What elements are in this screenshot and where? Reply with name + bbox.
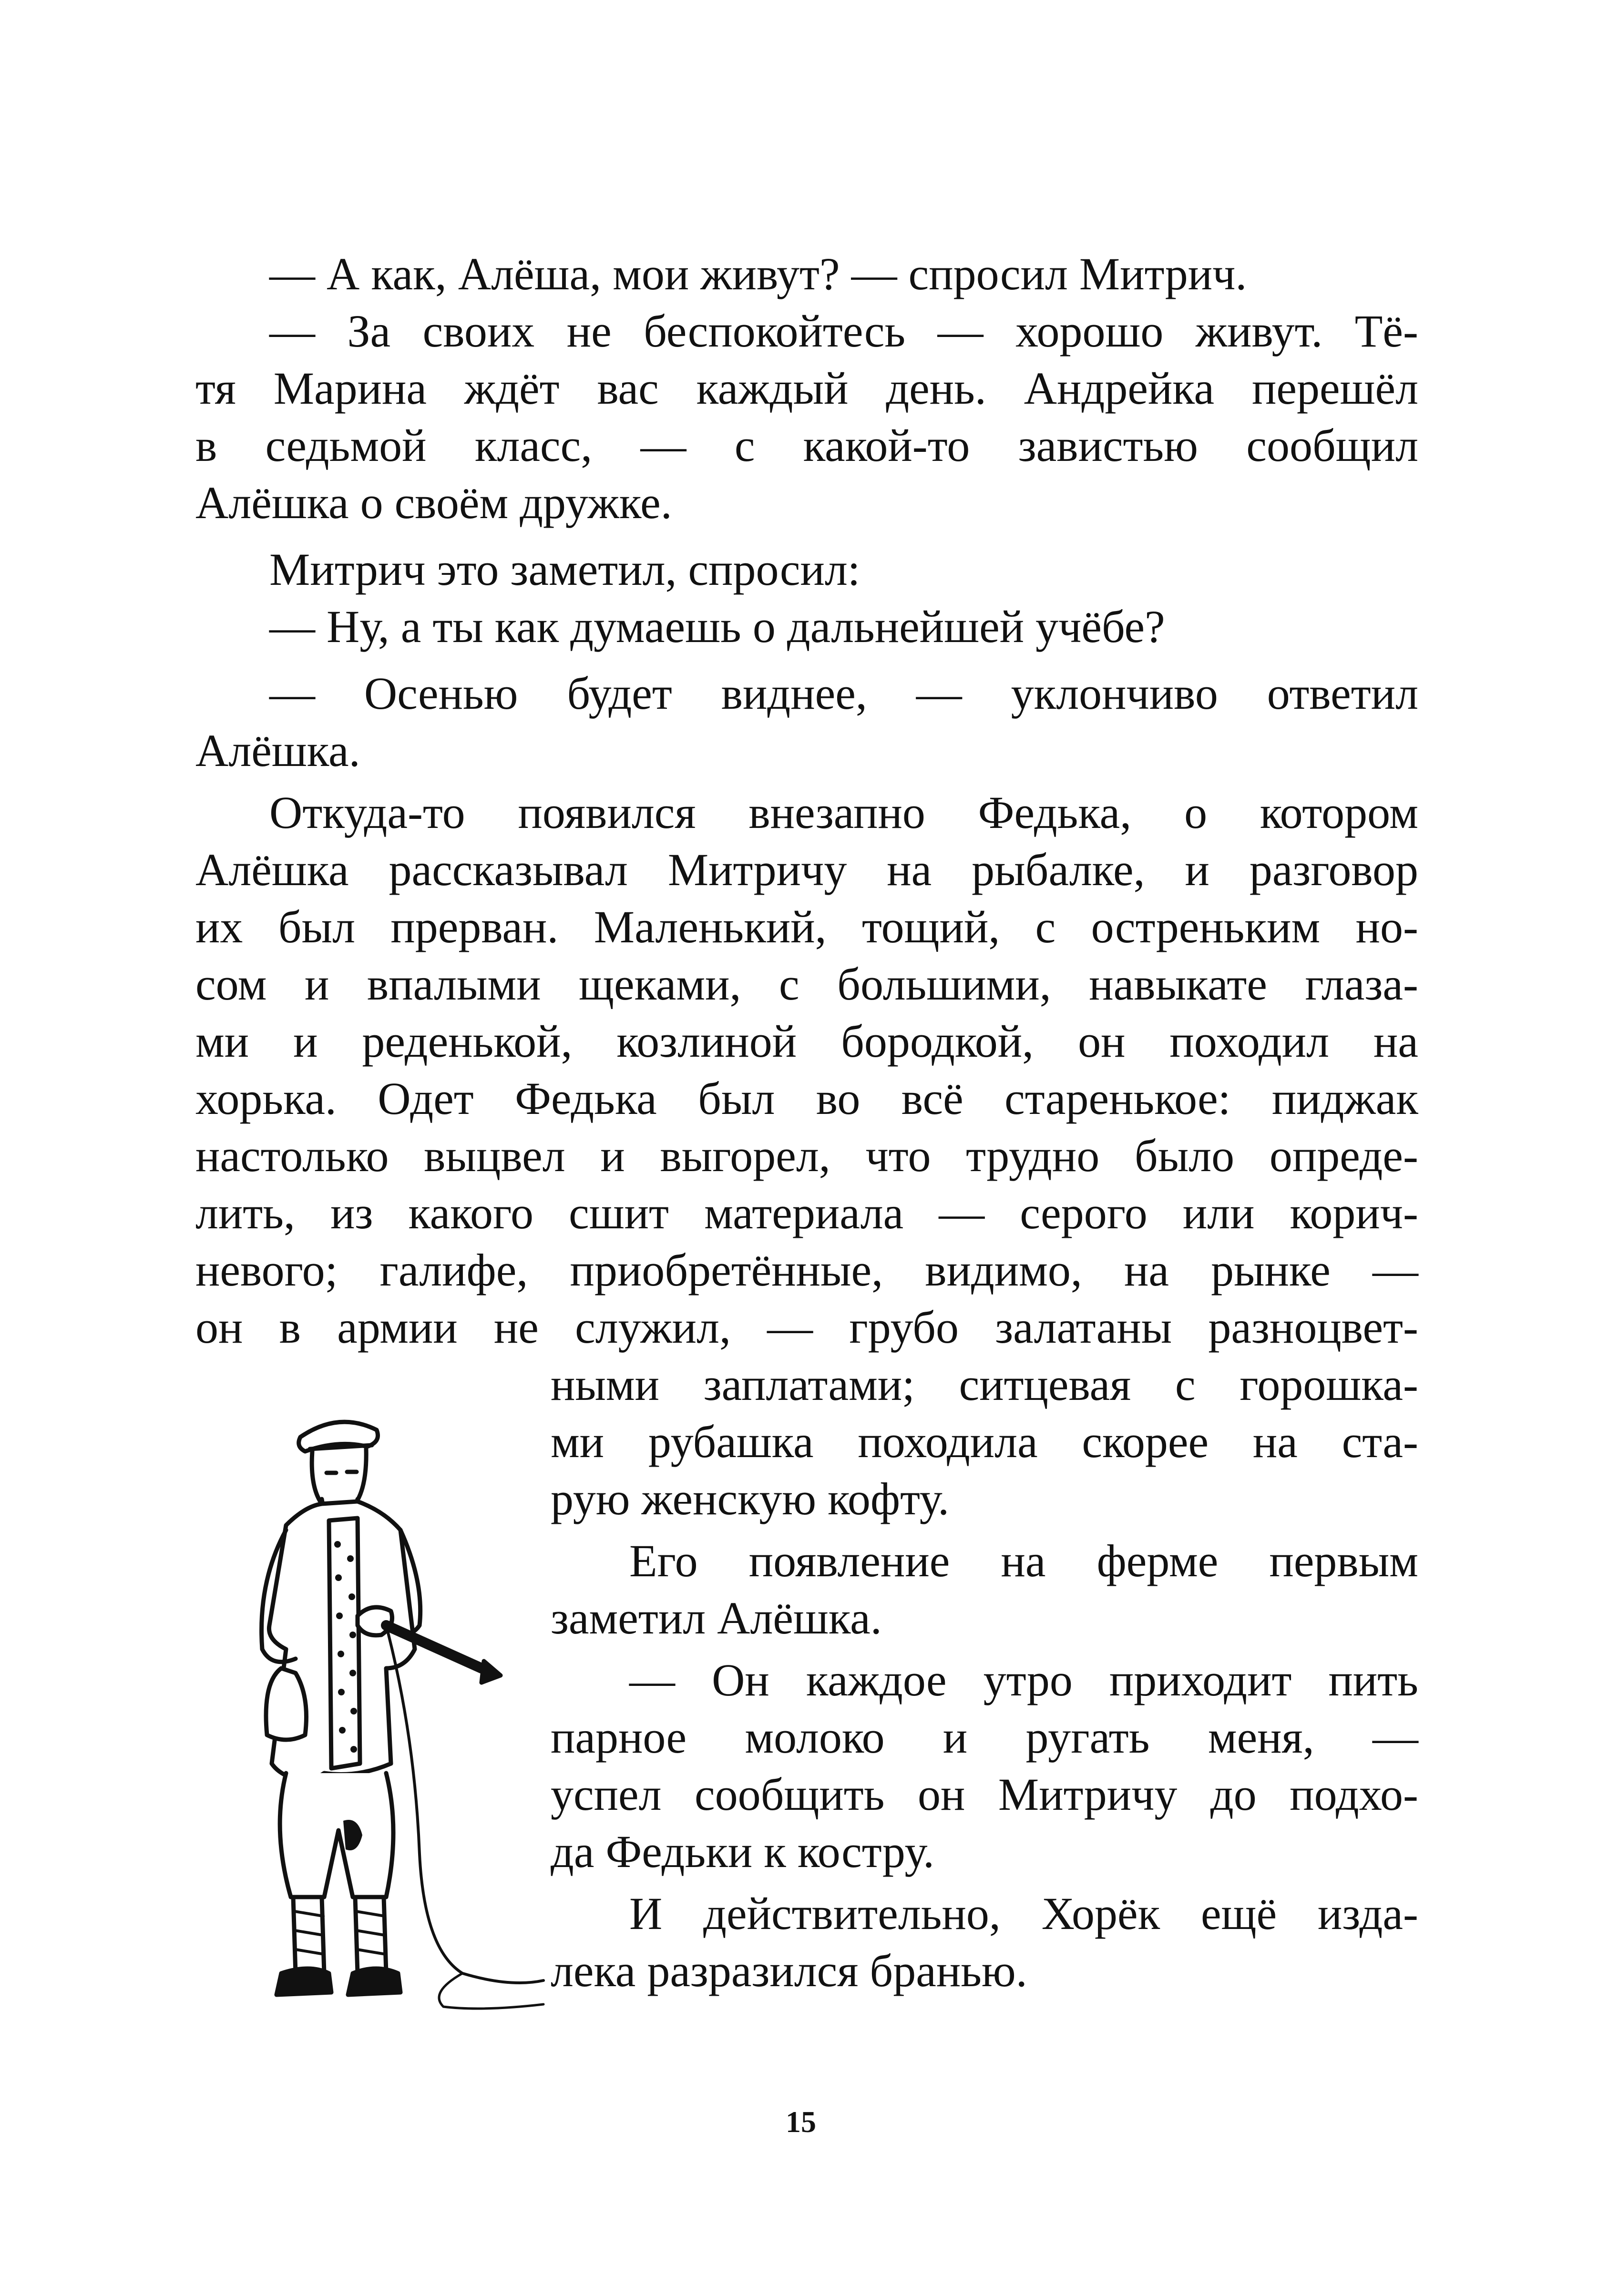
text-line: — Осенью будет виднее, — уклончиво ответил [269,668,1418,719]
text-line: парное молоко и ругать меня, — [551,1712,1418,1763]
text-line: Алёшка рассказывал Митричу на рыбалке, и разговор [195,844,1418,895]
text-line: сом и впалыми щеками, с большими, навыкате глаза- [195,959,1418,1010]
text-line: — Он каждое утро приходит пить [629,1654,1418,1705]
man-with-whip-illustration [215,1401,548,2054]
text-line: ми рубашка походила скорее на ста- [551,1416,1418,1467]
page-number: 15 [786,2105,816,2139]
text-line: — А как, Алёша, мои живут? — спросил Митрич. [269,248,1247,299]
text-line: Алёшка о своём дружке. [195,477,672,528]
text-line: — За своих не беспокойтесь — хорошо живут. Тё- [269,306,1418,357]
text-line: тя Марина ждёт вас каждый день. Андрейка перешёл [195,363,1418,414]
text-line: Откуда-то появился внезапно Федька, о котором [269,787,1418,838]
text-line: — Ну, а ты как думаешь о дальнейшей учёбе? [269,601,1165,652]
text-line: да Федьки к костру. [551,1826,934,1877]
text-line: лека разразился бранью. [551,1945,1027,1996]
text-line: рую женскую кофту. [551,1473,950,1524]
text-line: невого; галифе, приобретённые, видимо, на рынке — [195,1245,1418,1296]
text-line: хорька. Одет Федька был во всё старенькое: пиджак [195,1073,1418,1124]
text-line: Алёшка. [195,725,360,776]
text-line: успел сообщить он Митричу до подхо- [551,1769,1418,1820]
text-line: ными заплатами; ситцевая с горошка- [551,1359,1418,1410]
text-line: заметил Алёшка. [551,1592,882,1643]
text-line: Его появление на ферме первым [629,1535,1418,1586]
text-line: их был прерван. Маленький, тощий, с остреньким но- [195,901,1418,952]
text-line: он в армии не служил, — грубо залатаны разноцвет- [195,1302,1418,1353]
text-line: настолько выцвел и выгорел, что трудно было опреде- [195,1130,1418,1181]
text-line: ми и реденькой, козлиной бородкой, он походил на [195,1016,1418,1067]
text-line: Митрич это заметил, спросил: [269,544,860,595]
text-line: лить, из какого сшит материала — серого или корич- [195,1187,1418,1238]
text-line: в седьмой класс, — с какой-то завистью сообщил [195,420,1418,471]
text-line: И действительно, Хорёк ещё изда- [629,1888,1418,1939]
